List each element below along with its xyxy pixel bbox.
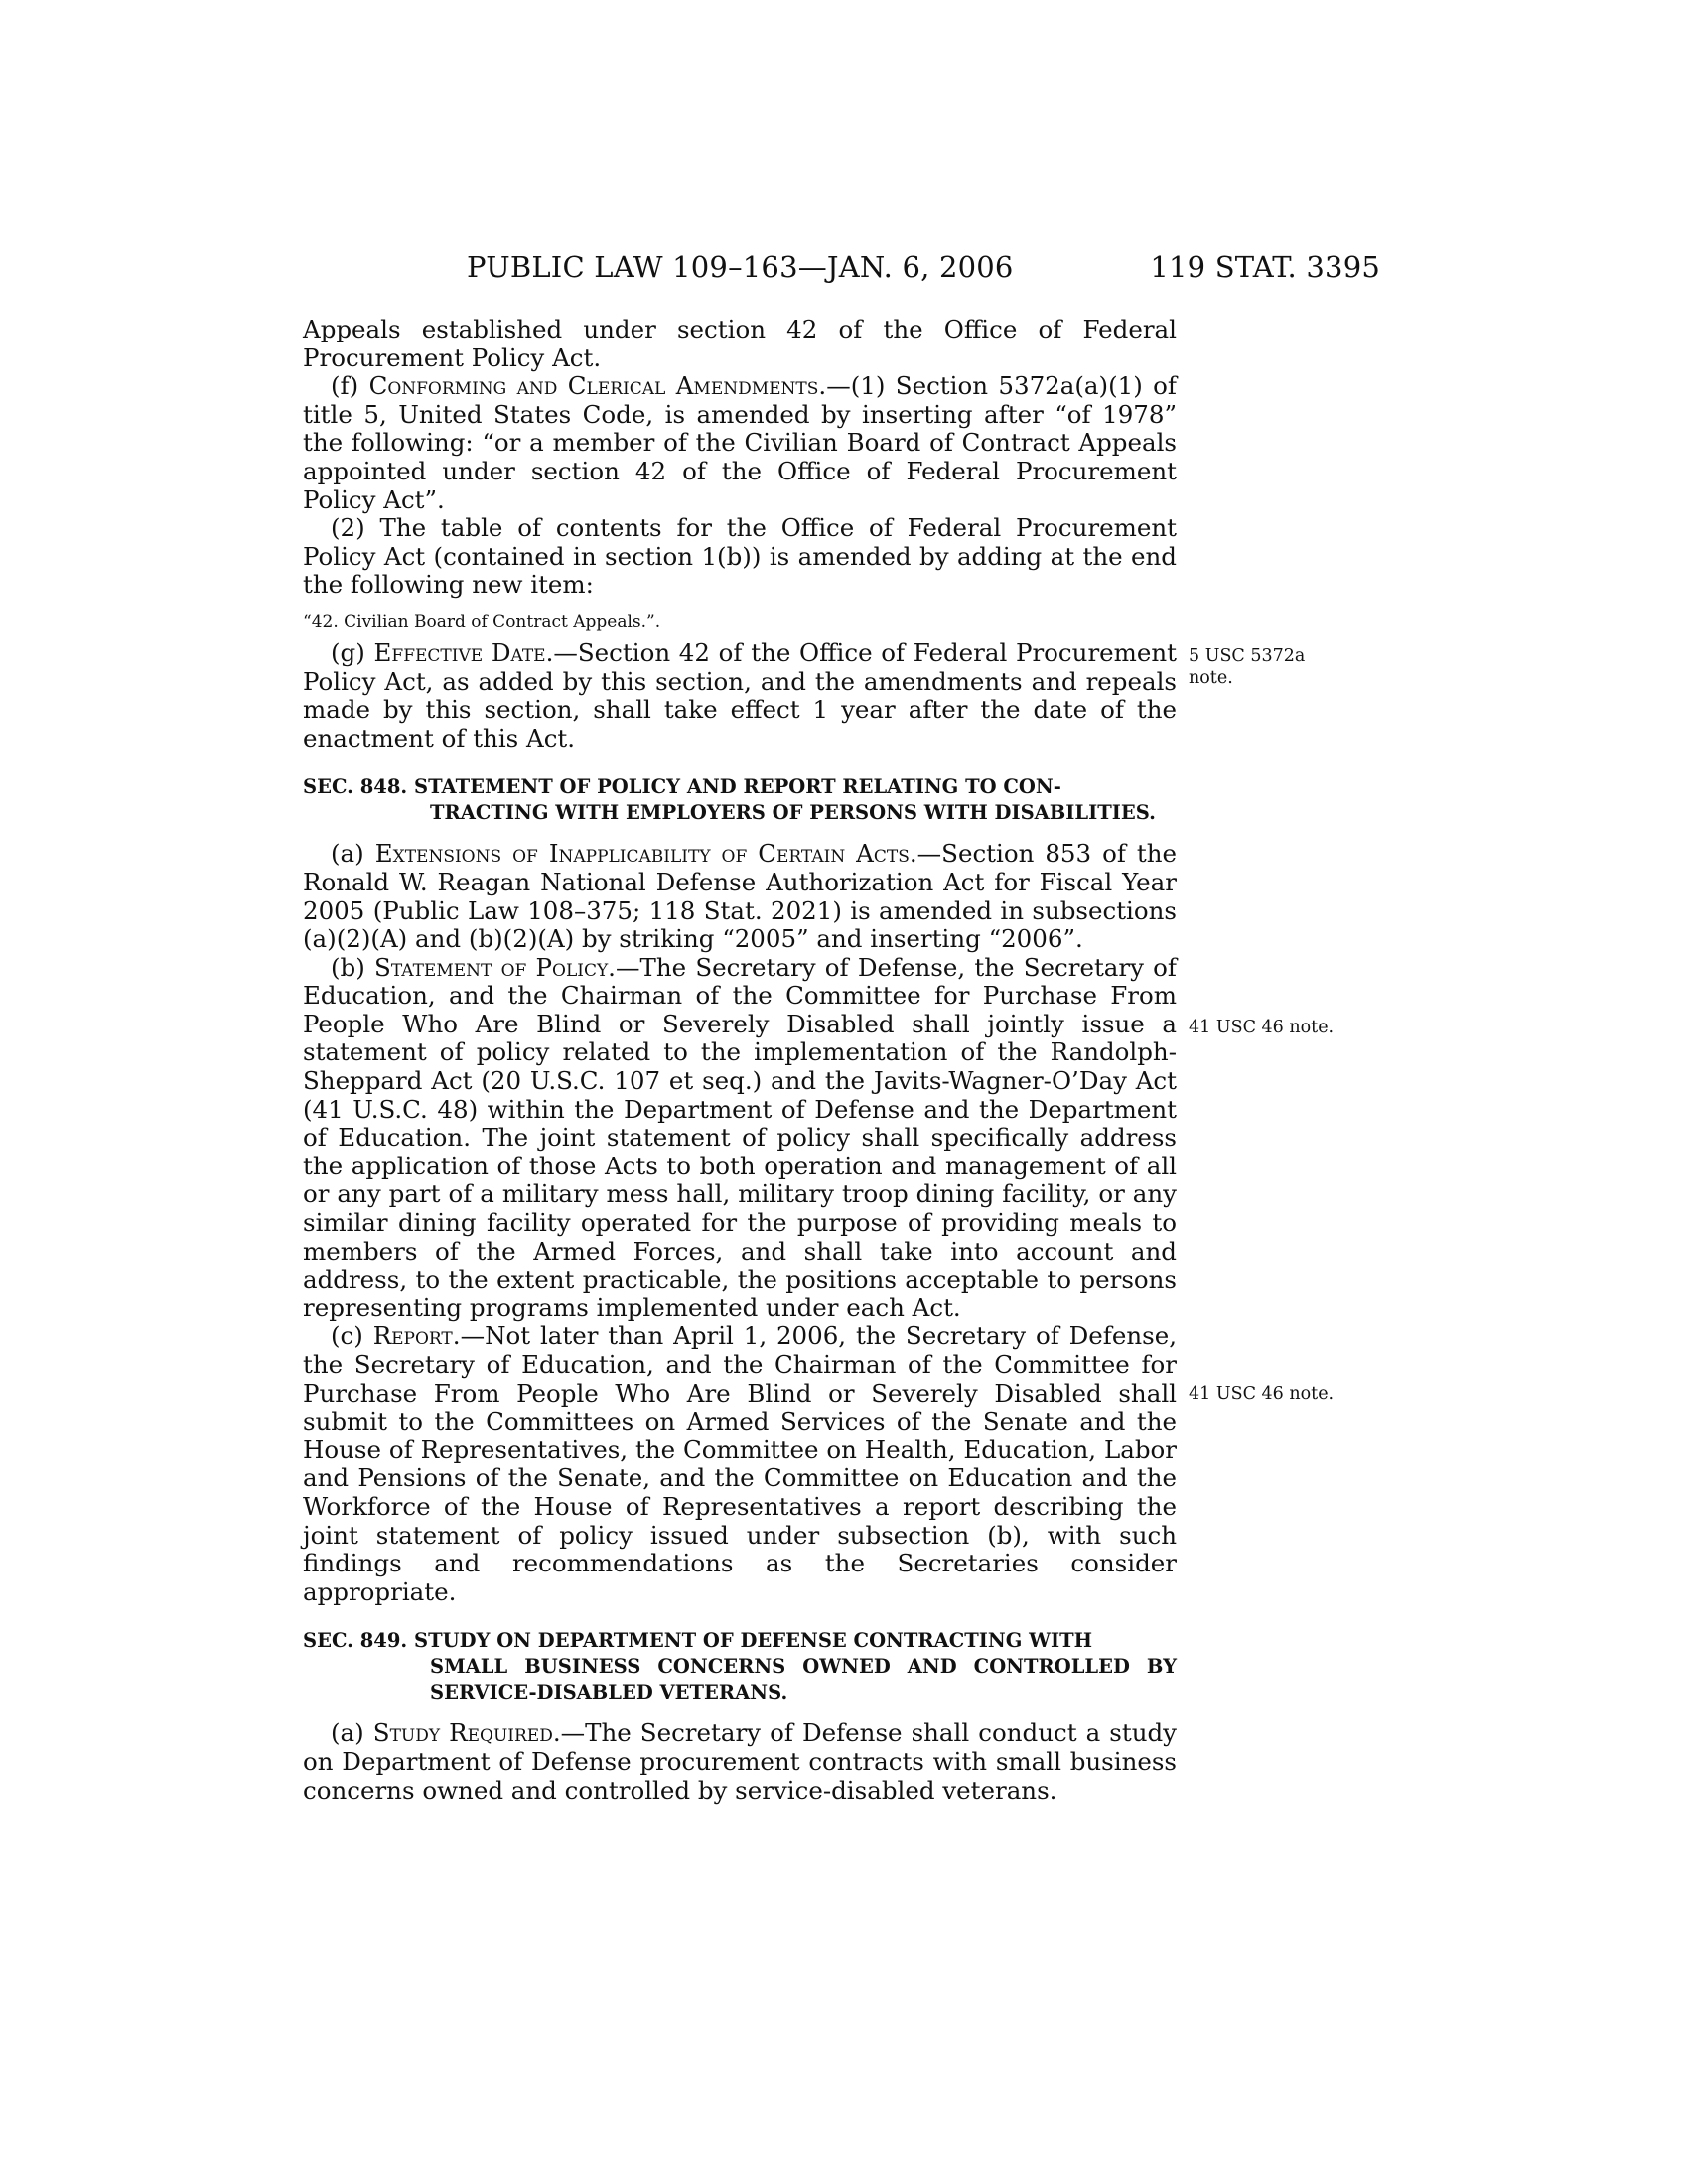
running-head: PUBLIC LAW 109–163—JAN. 6, 2006: [467, 250, 1014, 284]
statute-page-number: 119 STAT. 3395: [1150, 250, 1380, 284]
subsection-label: (c): [331, 1321, 373, 1351]
margin-note-41-usc: 41 USC 46 note.: [1189, 1018, 1335, 1037]
paragraph-f2: (2) The table of contents for the Office of Federal Procurement Policy Act (contained in section 1(b)) is amended by adding at the end the following new item:: [303, 513, 1177, 600]
margin-note-5-usc: [1189, 645, 1367, 689]
subsection-text: —(1) Section 5372a(a)(1) of title 5, United States Code, is amended by inserting after “of 1978” the following: “or a member of the Civilian Board of Contract Appeals appointed under section 42 of the Office of Federal Procurement Policy Act”.: [303, 371, 1177, 514]
paragraph-continuation: Appeals established under section 42 of the Office of Federal Procurement Policy Act.: [303, 315, 1177, 372]
subsection-caption: Report.: [372, 1321, 461, 1351]
section-848-heading: [303, 774, 1177, 826]
section-849-heading: [303, 1628, 1177, 1706]
subsection-label: (b): [331, 952, 375, 982]
page-header: [467, 250, 1380, 290]
subsection-a-848: [303, 840, 1177, 953]
subsection-f: [303, 372, 1177, 514]
section-heading-line: SEC. 849. STUDY ON DEPARTMENT OF DEFENSE CONTRACTING WITH: [303, 1629, 1093, 1653]
subsection-text: —Section 42 of the Office of Federal Procurement Policy Act, as added by this section, and the amendments and repeals made by this section, shall take effect 1 year after the date of the enactment of this Act.: [303, 637, 1178, 752]
subsection-b-848: [303, 954, 1177, 1323]
section-heading-line: SEC. 848. STATEMENT OF POLICY AND REPORT RELATING TO CON-: [303, 775, 1061, 799]
subsection-caption: Conforming and Clerical Amendments.: [368, 371, 827, 401]
subsection-text: —Section 853 of the Ronald W. Reagan National Defense Authorization Act for Fiscal Year 2005 (Public Law 108–375; 118 Stat. 2021) is amended in subsections (a)(2)(A) and (b)(2)(A) by striking “2005” and inserting “2006”.: [303, 839, 1177, 954]
subsection-label: (a): [331, 839, 375, 869]
subsection-g: [303, 639, 1177, 752]
subsection-text: —The Secretary of Defense, the Secretary of Education, and the Chairman of the Committee for Purchase From People Who Are Blind or Severely Disabled shall jointly issue a statement of policy related to the implementation of the Randolph-Sheppard Act (20 U.S.C. 107 et seq.) and the Javits-Wagner-O’Day Act (41 U.S.C. 48) within the Department of Defense and the Department of Education. The joint statement of policy shall specifically address the application of those Acts to both operation and management of all or any part of a military mess hall, military troop dining facility, or any similar dining facility operated for the purpose of providing meals to members of the Armed Forces, and shall take into account and address, to the extent practicable, the positions acceptable to persons representing programs implemented under each Act.: [303, 952, 1177, 1322]
subsection-label: (f): [331, 371, 369, 401]
subsection-a-849: [303, 1719, 1177, 1805]
subsection-text: —Not later than April 1, 2006, the Secretary of Defense, the Secretary of Education, and the Chairman of the Committee for Purchase From People Who Are Blind or Severely Disabled shall submit to the Committees on Armed Services of the Senate and the House of Representatives, the Committee on Health, Education, Labor and Pensions of the Senate, and the Committee on Education and the Workforce of the House of Representatives a report describing the joint statement of policy issued under subsection (b), with such findings and recommendations as the Secretaries consider appropriate.: [303, 1321, 1177, 1606]
document-body: [303, 316, 1177, 1805]
subsection-caption: Statement of Policy.: [374, 952, 616, 982]
subsection-text: —The Secretary of Defense shall conduct a study on Department of Defense procurement contracts with small business concerns owned and controlled by service-disabled veterans.: [303, 1718, 1177, 1805]
subsection-caption: Effective Date.: [373, 637, 554, 667]
section-heading-continuation: TRACTING WITH EMPLOYERS OF PERSONS WITH DISABILITIES.: [430, 801, 1156, 825]
margin-note-line: note.: [1189, 668, 1233, 688]
subsection-label: (a): [331, 1718, 373, 1748]
subsection-c-848: [303, 1322, 1177, 1606]
margin-note-41-usc: 41 USC 46 note.: [1189, 1384, 1335, 1404]
subsection-caption: Extensions of Inapplicability of Certain Acts.: [374, 839, 917, 869]
margin-note-line: 5 USC 5372a: [1189, 646, 1306, 666]
subsection-label: (g): [331, 637, 374, 667]
section-heading-continuation: SMALL BUSINESS CONCERNS OWNED AND CONTROLLED BY SERVICE-DISABLED VETERANS.: [430, 1655, 1177, 1705]
subsection-caption: Study Required.: [372, 1718, 561, 1748]
toc-item: “42. Civilian Board of Contract Appeals.”.: [303, 612, 661, 632]
